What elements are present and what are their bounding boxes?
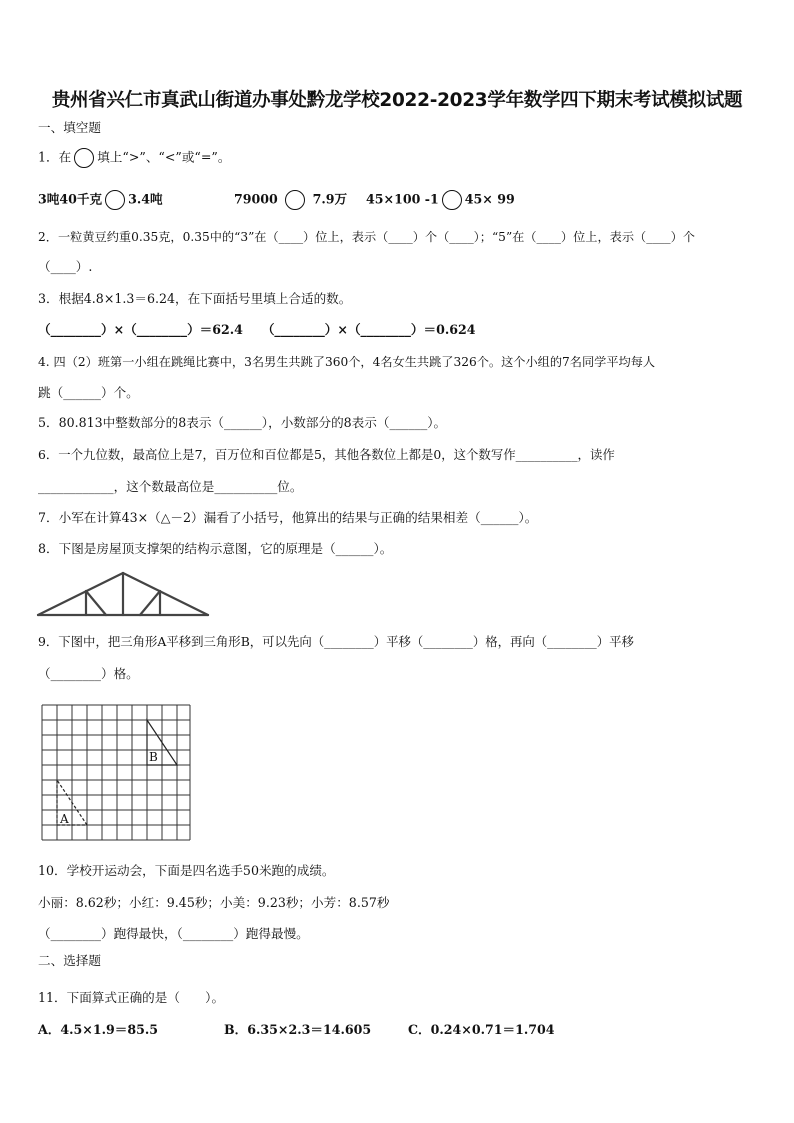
question-6-line-2: ____________，这个数最高位是__________位。 [38,479,303,494]
question-9-line-1: 9．下图中，把三角形A平移到三角形B，可以先向（________）平移（________）格，再向（________）平移 [38,634,634,649]
translation-grid-diagram [40,703,192,843]
question-10-line-3: （________）跑得最快，（________）跑得最慢。 [38,926,309,941]
question-2-line-1: 2．一粒黄豆约重0.35克，0.35中的“3”在（____）位上，表示（____）个（____）；“5”在（____）位上，表示（____）个 [38,230,695,244]
question-6-line-1: 6．一个九位数，最高位上是7，百万位和百位都是5，其他各数位上都是0，这个数写作__________，读作 [38,447,615,462]
question-2-line-2: （____）. [38,259,93,274]
triangle-a-label: A [60,812,69,826]
answer-circle[interactable] [105,190,125,210]
question-1-stem [38,148,230,168]
triangle-b-label: B [149,750,158,764]
comparison-left: 45×100 -1 [366,191,439,207]
roof-truss-diagram [36,570,211,618]
comparison-right: 3.4吨 [128,191,163,207]
question-4-line-1: 4. 四（2）班第一小组在跳绳比赛中，3名男生共跳了360个，4名女生共跳了326个。这个小组的7名同学平均每人 [38,355,656,369]
question-1-suffix: 填上“>”、“<”或“=”。 [97,149,231,165]
question-8: 8．下图是房屋顶支撑架的结构示意图，它的原理是（______）。 [38,541,393,556]
question-11-stem: 11．下面算式正确的是（ ）。 [38,990,225,1005]
question-3-line-1: 3．根据4.8×1.3＝6.24，在下面括号里填上合适的数。 [38,291,352,306]
section-choice-heading: 二、选择题 [38,953,101,968]
answer-circle[interactable] [285,190,305,210]
question-1-item [38,190,163,210]
option-c[interactable]: C．0.24×0.71＝1.704 [408,1022,555,1037]
question-4-line-2: 跳（______）个。 [38,385,139,400]
section-fill-in-heading: 一、填空题 [38,120,101,135]
question-9-line-2: （________）格。 [38,666,139,681]
option-b[interactable]: B．6.35×2.3＝14.605 [224,1022,372,1037]
question-5: 5．80.813中整数部分的8表示（______），小数部分的8表示（______）。 [38,415,447,430]
question-1-item [366,190,515,210]
comparison-right: 7.9万 [312,191,348,207]
blank-circle-icon [74,148,94,168]
question-1-item [234,190,347,210]
page-title: 贵州省兴仁市真武山街道办事处黔龙学校2022-2023学年数学四下期末考试模拟试题 [51,90,743,111]
comparison-left: 3吨40千克 [38,191,103,207]
comparison-right: 45× 99 [464,191,515,207]
comparison-left: 79000 [234,191,278,207]
question-10-line-1: 10．学校开运动会，下面是四名选手50米跑的成绩。 [38,863,335,878]
question-1-prefix: 1．在 [38,149,72,165]
question-7: 7．小军在计算43×（△－2）漏看了小括号，他算出的结果与正确的结果相差（______）。 [38,510,538,525]
option-a[interactable]: A．4.5×1.9＝85.5 [38,1022,159,1037]
question-10-line-2: 小丽：8.62秒；小红：9.45秒；小美：9.23秒；小芳：8.57秒 [38,895,390,910]
answer-circle[interactable] [442,190,462,210]
question-3-line-2: （________）×（________）＝62.4 （________）×（________）＝0.624 [38,322,476,337]
